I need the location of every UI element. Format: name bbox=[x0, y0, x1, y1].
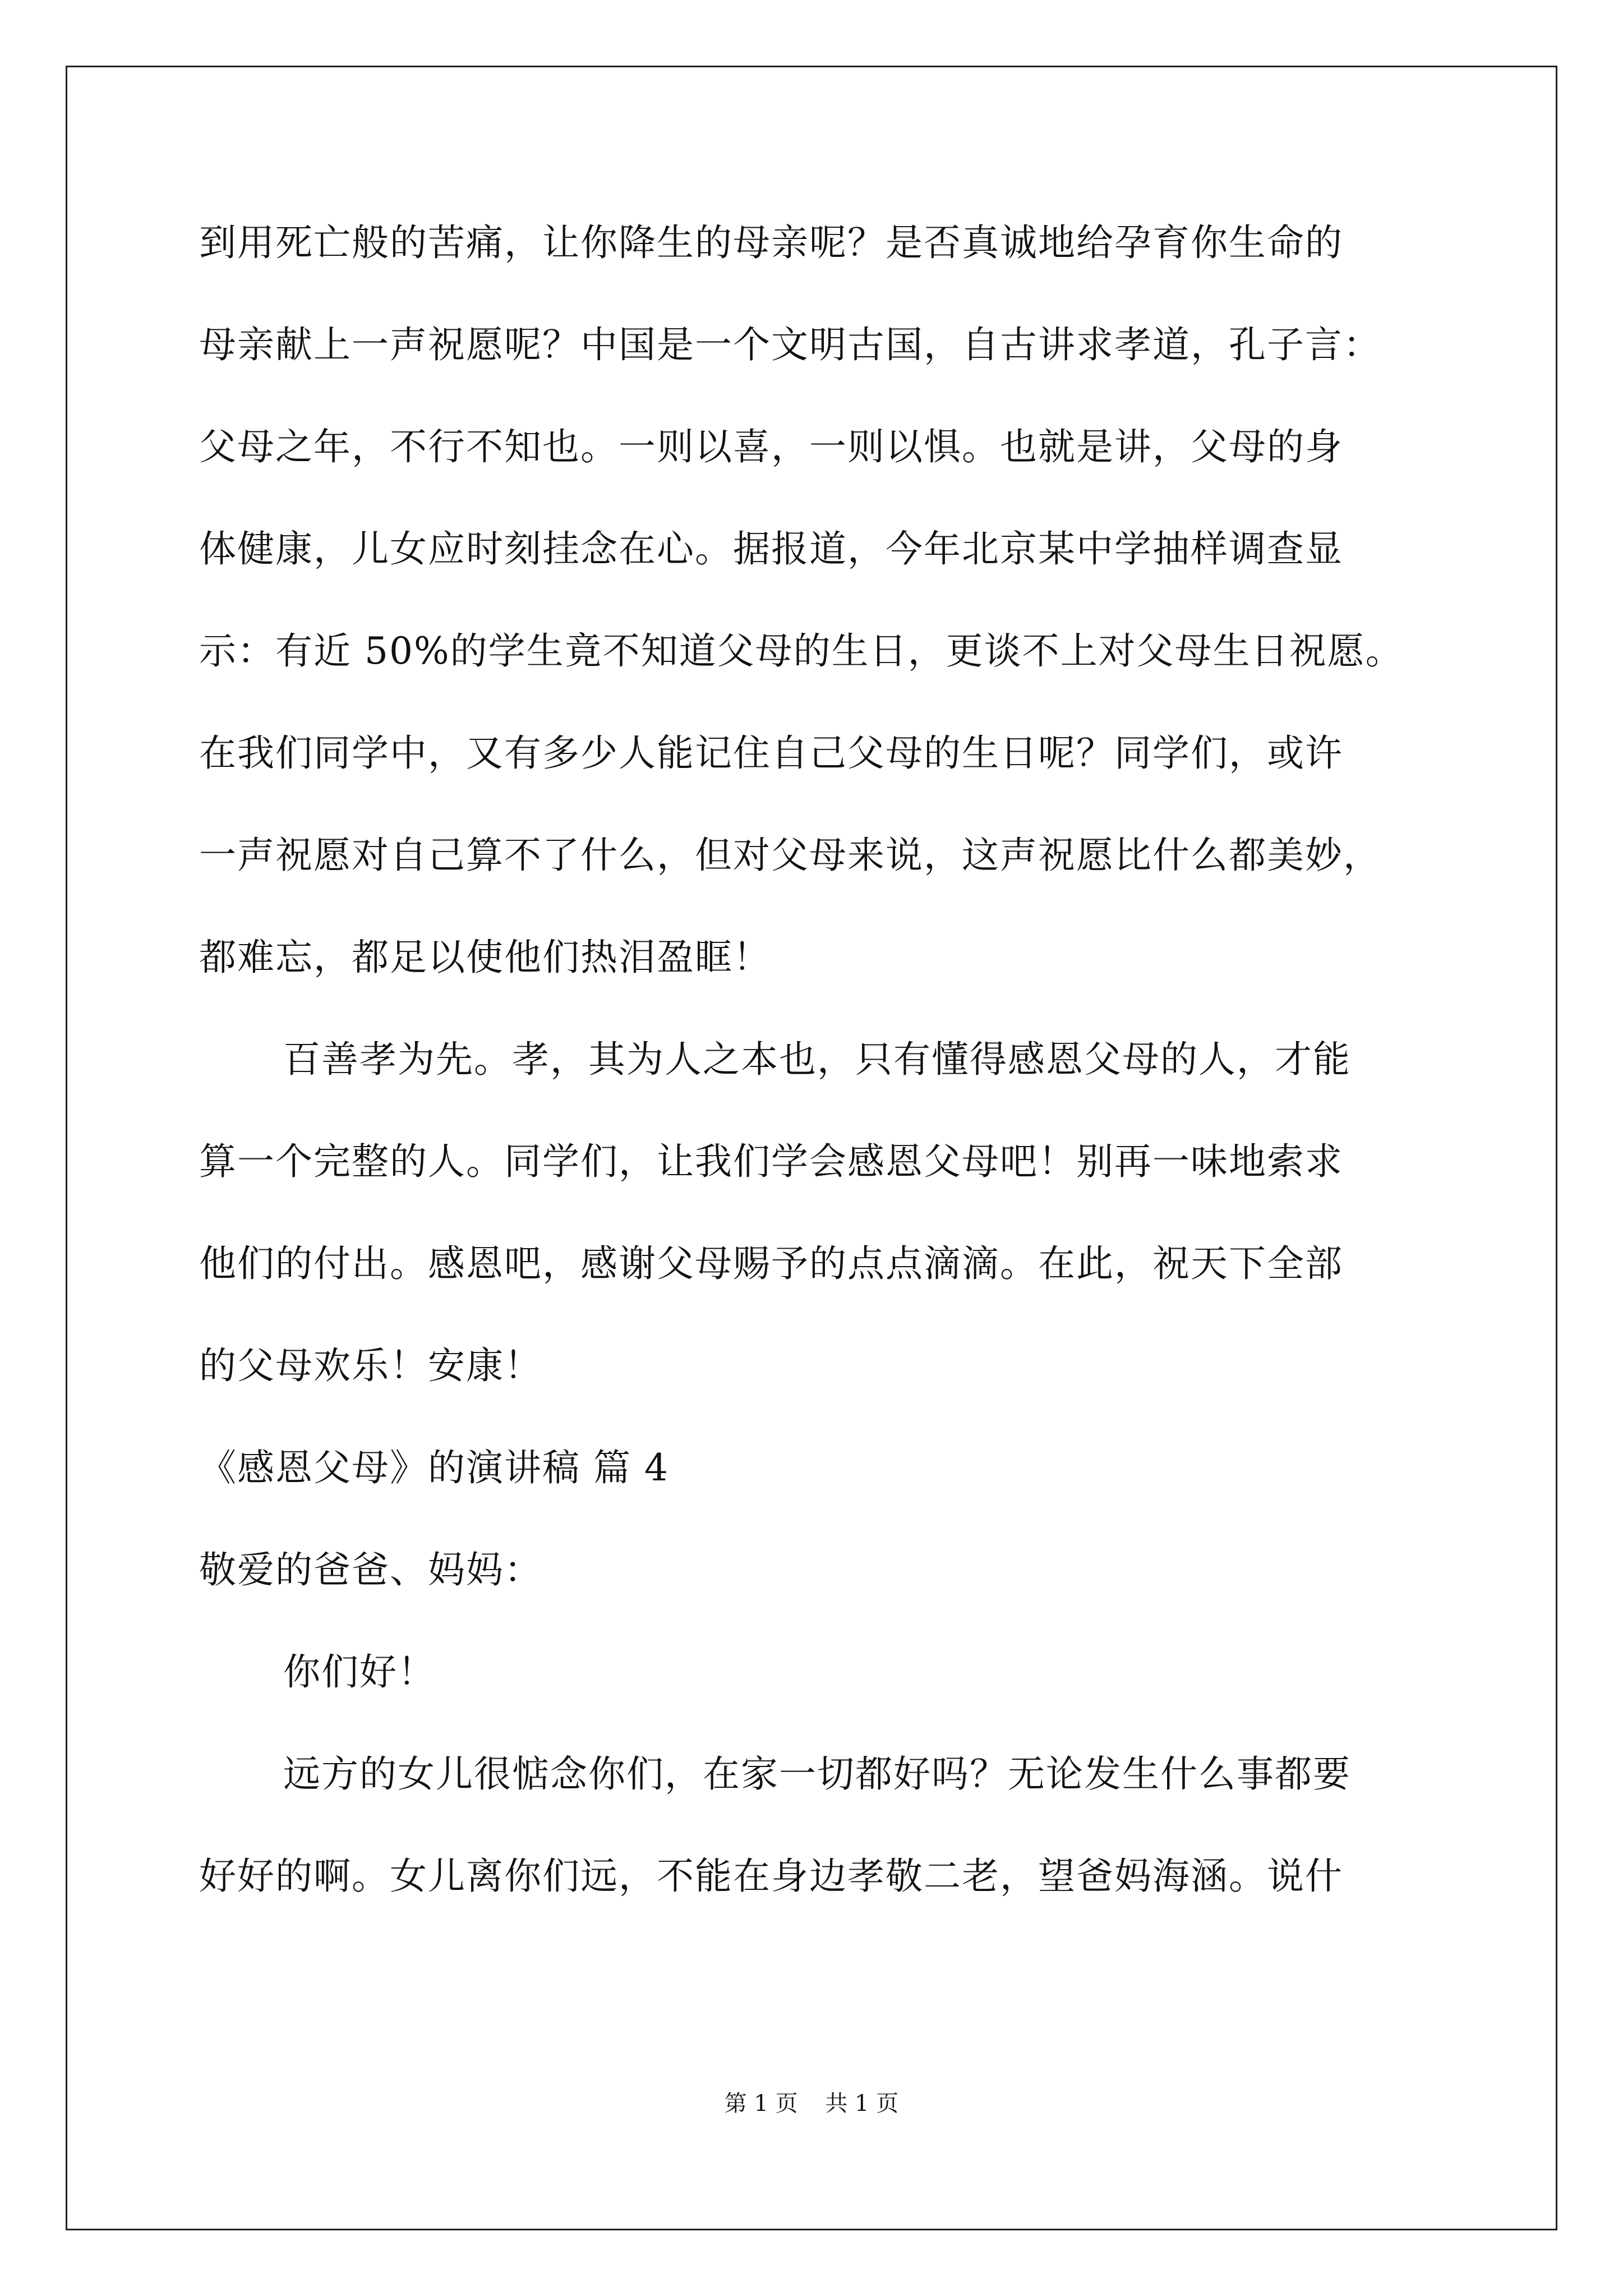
paragraph-line: 体健康，儿女应时刻挂念在心。据报道，今年北京某中学抽样调查显 bbox=[199, 527, 1343, 570]
paragraph-line: 一声祝愿对自己算不了什么，但对父母来说，这声祝愿比什么都美妙， bbox=[199, 834, 1381, 877]
salutation: 敬爱的爸爸、妈妈： bbox=[199, 1548, 542, 1591]
paragraph-line: 他们的付出。感恩吧，感谢父母赐予的点点滴滴。在此，祝天下全部 bbox=[199, 1242, 1343, 1285]
page-total: 共 1 页 bbox=[825, 2091, 899, 2116]
paragraph-line: 算一个完整的人。同学们，让我们学会感恩父母吧！别再一味地索求 bbox=[199, 1140, 1343, 1183]
paragraph-line: 父母之年，不行不知也。一则以喜，一则以惧。也就是讲，父母的身 bbox=[199, 425, 1343, 468]
section-heading: 《感恩父母》的演讲稿 篇 4 bbox=[199, 1446, 669, 1489]
paragraph-line: 百善孝为先。孝，其为人之本也，只有懂得感恩父母的人，才能 bbox=[283, 1038, 1351, 1081]
page-footer bbox=[0, 2087, 1623, 2120]
paragraph-line: 到用死亡般的苦痛，让你降生的母亲呢？是否真诚地给孕育你生命的 bbox=[199, 221, 1343, 264]
greeting: 你们好！ bbox=[283, 1650, 436, 1694]
page-number: 第 1 页 bbox=[724, 2091, 798, 2116]
paragraph-line: 的父母欢乐！安康！ bbox=[199, 1344, 542, 1387]
paragraph-line: 在我们同学中，又有多少人能记住自己父母的生日呢？同学们，或许 bbox=[199, 731, 1343, 775]
paragraph-line: 远方的女儿很惦念你们，在家一切都好吗？无论发生什么事都要 bbox=[283, 1752, 1351, 1796]
paragraph-line: 母亲献上一声祝愿呢？中国是一个文明古国，自古讲求孝道，孔子言： bbox=[199, 323, 1381, 366]
paragraph-line: 都难忘，都足以使他们热泪盈眶！ bbox=[199, 936, 771, 979]
paragraph-line: 示：有近 50%的学生竟不知道父母的生日，更谈不上对父母生日祝愿。 bbox=[199, 629, 1404, 673]
paragraph-line: 好好的啊。女儿离你们远，不能在身边孝敬二老，望爸妈海涵。说什 bbox=[199, 1855, 1343, 1898]
